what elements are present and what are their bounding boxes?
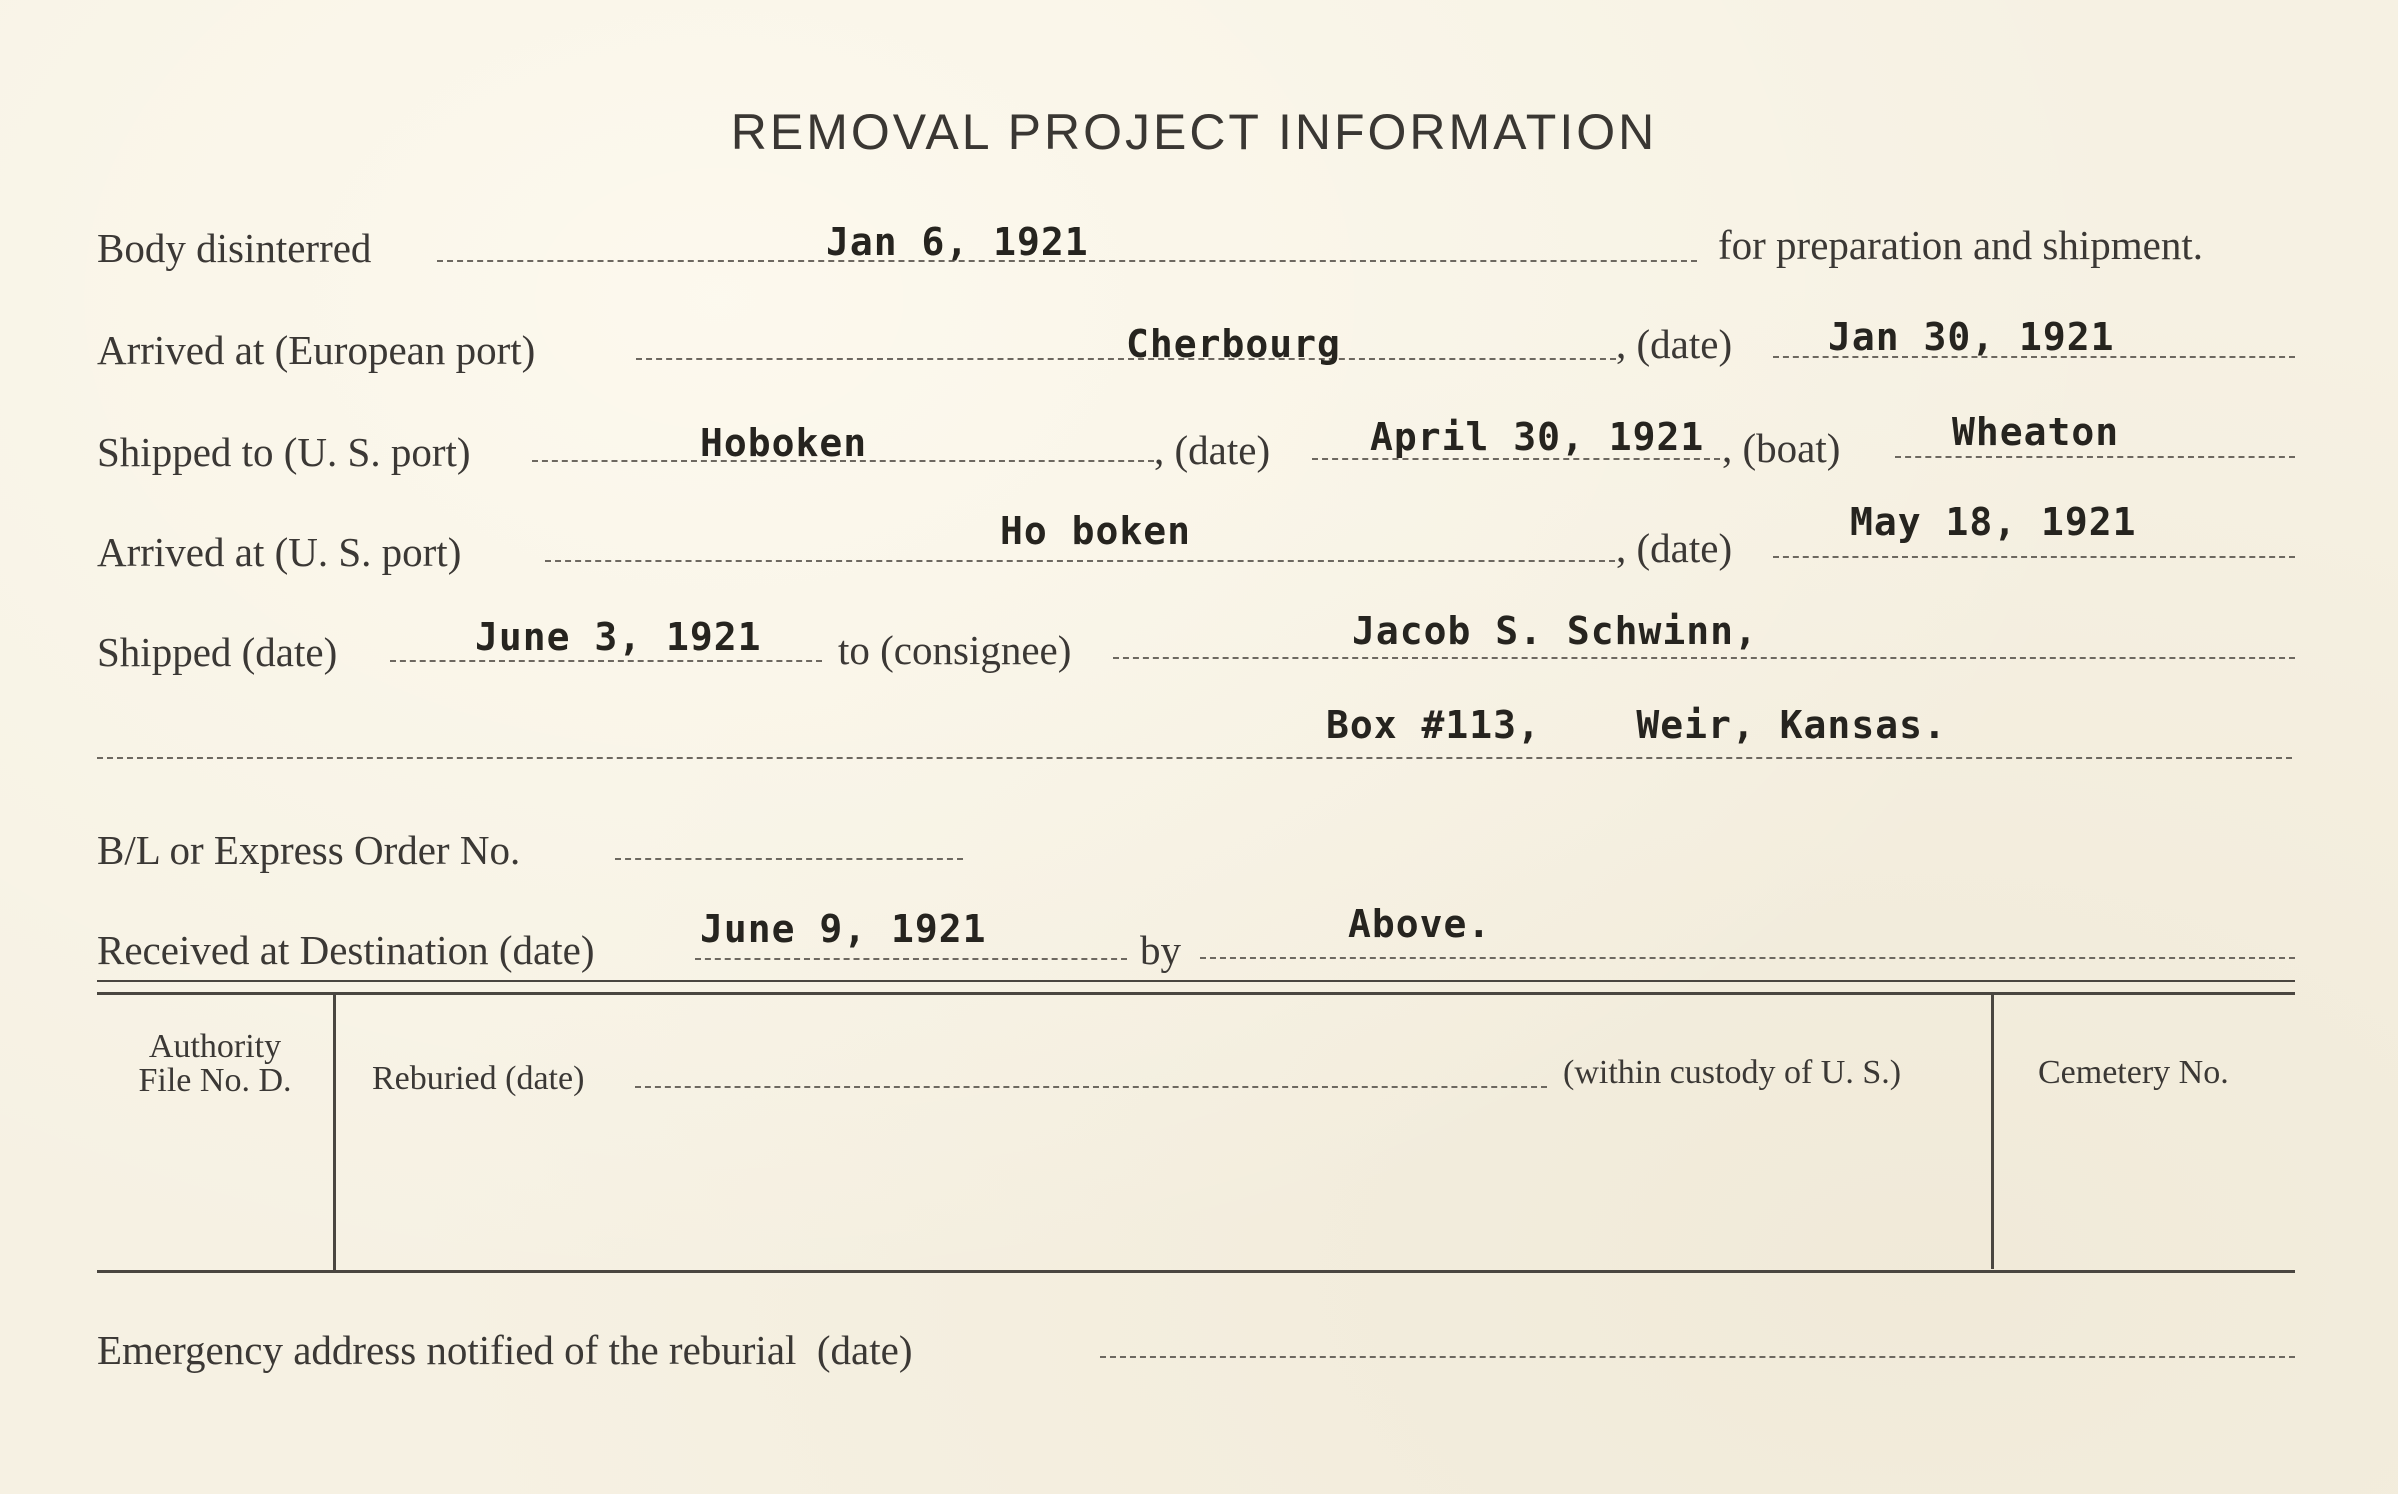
disinterred-suffix: for preparation and shipment. <box>1718 222 2204 268</box>
arrived-us-rule <box>545 560 1615 562</box>
received-label: Received at Destination (date) <box>97 927 595 973</box>
card-title: REMOVAL PROJECT INFORMATION <box>730 104 1658 160</box>
disinterred-label: Body disinterred <box>97 225 372 271</box>
custody-label: (within custody of U. S.) <box>1563 1054 1902 1091</box>
authority-cell <box>112 1030 318 1098</box>
shipped-us-port-value: Hoboken <box>700 421 868 465</box>
received-value: June 9, 1921 <box>700 907 987 951</box>
arrived-us-date-label: , (date) <box>1616 525 1733 571</box>
disinterred-value: Jan 6, 1921 <box>826 220 1089 264</box>
table-bottom-rule <box>97 1270 2295 1273</box>
authority-label-line2: File No. D. <box>138 1062 292 1099</box>
table-divider-left <box>333 995 336 1271</box>
received-by-rule <box>1200 957 2295 959</box>
arrived-europe-label: Arrived at (European port) <box>97 327 536 373</box>
address-rule <box>97 757 2292 759</box>
authority-label-line1: Authority <box>148 1028 282 1065</box>
shipped-us-boat-label: , (boat) <box>1722 425 1841 471</box>
shipped-us-boat-rule <box>1895 456 2295 458</box>
reburied-rule <box>635 1086 1547 1088</box>
arrived-us-date-rule <box>1773 556 2295 558</box>
table-divider-right <box>1991 995 1994 1269</box>
received-rule <box>695 958 1127 960</box>
bl-order-rule <box>615 858 963 860</box>
received-by-label: by <box>1140 927 1181 973</box>
shipped-us-boat-value: Wheaton <box>1952 410 2120 454</box>
arrived-europe-date-label: , (date) <box>1616 321 1733 367</box>
consignee-value: Jacob S. Schwinn, <box>1352 609 1758 653</box>
shipped-us-date-value: April 30, 1921 <box>1370 415 1705 459</box>
consignee-label: to (consignee) <box>838 627 1072 673</box>
address-value: Box #113, Weir, Kansas. <box>1326 703 1947 747</box>
received-by-value: Above. <box>1348 902 1492 946</box>
table-top-rule-2 <box>97 992 2295 995</box>
arrived-us-port-value: Ho boken <box>1000 509 1192 553</box>
shipped-us-label: Shipped to (U. S. port) <box>97 429 471 475</box>
bl-order-label: B/L or Express Order No. <box>97 827 521 873</box>
shipped-date-rule <box>390 660 822 662</box>
consignee-rule <box>1113 657 2295 659</box>
reburied-label: Reburied (date) <box>372 1060 585 1097</box>
emergency-label: Emergency address notified of the reburial (date) <box>97 1327 913 1373</box>
arrived-europe-port-value: Cherbourg <box>1126 322 1341 366</box>
table-top-rule-1 <box>97 980 2295 982</box>
cemetery-label: Cemetery No. <box>2038 1054 2229 1091</box>
arrived-europe-date-value: Jan 30, 1921 <box>1828 315 2115 359</box>
shipped-us-date-label: , (date) <box>1154 427 1271 473</box>
shipped-date-label: Shipped (date) <box>97 629 338 675</box>
arrived-us-date-value: May 18, 1921 <box>1850 500 2137 544</box>
shipped-date-value: June 3, 1921 <box>475 615 762 659</box>
arrived-us-label: Arrived at (U. S. port) <box>97 529 462 575</box>
emergency-rule <box>1100 1356 2295 1358</box>
